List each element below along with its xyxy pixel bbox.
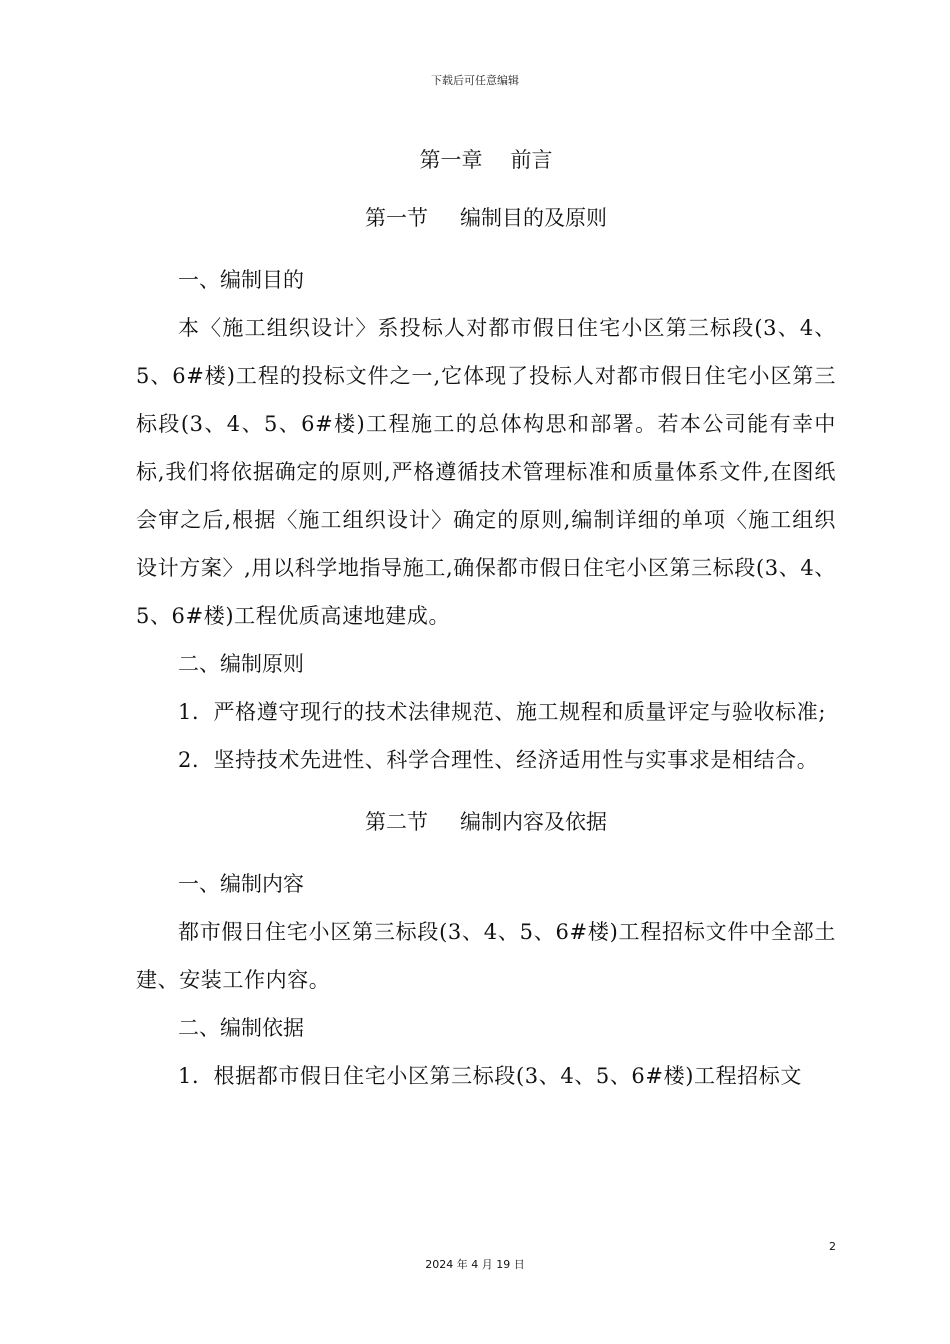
chapter-number: 第一章	[419, 148, 483, 172]
footer-date: 2024 年 4 月 19 日	[425, 1258, 525, 1271]
heading-purpose: 一、编制目的	[178, 268, 304, 292]
paragraph-purpose: 本〈施工组织设计〉系投标人对都市假日住宅小区第三标段(3、4、5、6#楼)工程的投标文件之一,它体现了投标人对都市假日住宅小区第三标段(3、4、5、6#楼)工程施工的总体构思和部署。若本公司能有幸中标,我们将依据确定的原则,严格遵循技术管理标准和质量体系文件,在图纸会审之后,根据〈施工组织设计〉确定的原则,编制详细的单项〈施工组织设计方案〉,用以科学地指导施工,确保都市假日住宅小区第三标段(3、4、5、6#楼)工程优质高速地建成。	[136, 316, 836, 628]
principle-item-2: 2．坚持技术先进性、科学合理性、经济适用性与实事求是相结合。	[178, 748, 819, 772]
heading-content: 一、编制内容	[178, 872, 304, 896]
header-note: 下载后可任意编辑	[431, 74, 519, 87]
basis-item-1: 1．根据都市假日住宅小区第三标段(3、4、5、6#楼)工程招标文	[178, 1064, 802, 1088]
section-name: 编制目的及原则	[460, 206, 607, 230]
paragraph-content: 都市假日住宅小区第三标段(3、4、5、6#楼)工程招标文件中全部土建、安装工作内容。	[136, 920, 836, 992]
section-title-1	[136, 198, 836, 238]
section-number: 第一节	[365, 206, 428, 230]
heading-basis: 二、编制依据	[178, 1016, 304, 1040]
section-name: 编制内容及依据	[460, 810, 607, 834]
section-number: 第二节	[365, 810, 428, 834]
chapter-name: 前言	[510, 148, 553, 172]
page-number: 2	[829, 1240, 836, 1253]
chapter-title	[136, 140, 836, 180]
section-title-2	[136, 802, 836, 842]
principle-item-1: 1．严格遵守现行的技术法律规范、施工规程和质量评定与验收标准;	[178, 700, 827, 724]
document-body	[136, 140, 836, 1100]
heading-principles: 二、编制原则	[178, 652, 304, 676]
